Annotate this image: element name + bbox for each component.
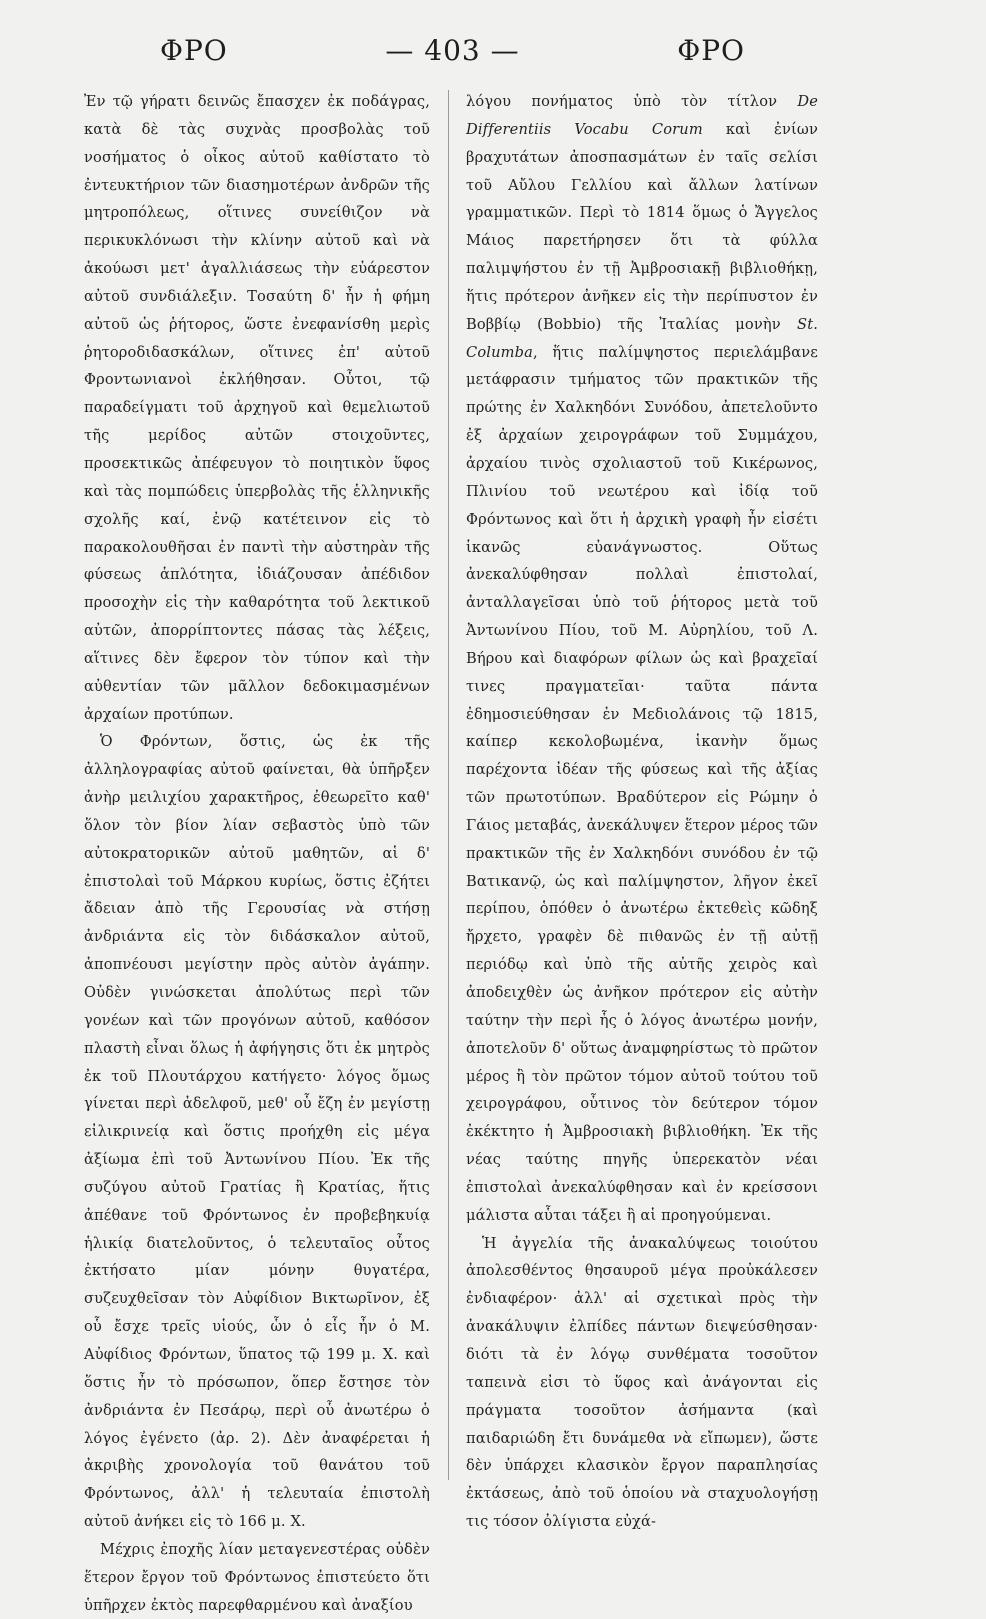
paragraph: Μέχρις ἐποχῆς λίαν μεταγενεστέρας οὐδὲν ἕτερον ἔργον τοῦ Φρόντωνος ἐπιστεύετο ὅτι ὑπῆρχεν ἐκτὸς παρεφθαρμένου καὶ ἀναξίου: [84, 1540, 430, 1614]
text-run: , ἥτις παλίμψηστος περιελάμβανε μετάφρασιν τμήματος τῶν πρακτικῶν τῆς πρώτης ἐν Χαλκηδόνι Συνόδου, ἀπετελοῦντο ἐξ ἀρχαίων χειρογράφων τοῦ Συμμάχου, ἀρχαίου τινὸς σχολιαστοῦ τοῦ Κικέρωνος, Πλινίου τοῦ νεωτέρου καὶ ἰδίᾳ τοῦ Φρόντωνος καὶ ὅτι ἡ ἀρχικὴ γραφὴ ἦν εἰσέτι ἱκανῶς εὐανάγνωστος. Οὕτως ἀνεκαλύφθησαν πολλαὶ ἐπιστολαί, ἀνταλλαγεῖσαι ὑπὸ τοῦ ῥήτορος μετὰ τοῦ Ἀντωνίνου Πίου, τοῦ Μ. Αὐρηλίου, τοῦ Λ. Βήρου καὶ διαφόρων φίλων ὡς καὶ βραχεῖαί τινες πραγματεῖαι· ταῦτα πάντα ἐδημοσιεύθησαν ἐν Μεδιολάνοις τῷ 1815, καίπερ κεκολοβωμένα, ἱκανὴν ὅμως παρέχοντα ἰδέαν τῆς φύσεως καὶ τῆς ἀξίας τῶν πρωτοτύπων. Βραδύτερον εἰς Ρώμην ὁ Γάιος μεταβάς, ἀνεκάλυψεν ἕτερον μέρος τῶν πρακτικῶν τῆς ἐν Χαλκηδόνι συνόδου ἐν τῷ Βατικανῷ, ὡς καὶ παλίμψηστον, λῆγον ἐκεῖ περίπου, ὁπόθεν ὁ ἀνωτέρω ἐκτεθεὶς κῶδηξ ἤρχετο, γραφὲν δὲ πιθανῶς ἐν τῇ αὐτῇ περιόδῳ καὶ ὑπὸ τῆς αὐτῆς χειρὸς καὶ ἀποδειχθὲν ὡς ἀνῆκον πρότερον εἰς αὐτὴν ταύτην τὴν περὶ ἧς ὁ λόγος ἀνωτέρω μονήν, ἀποτελοῦν δ' οὕτως ἀναμφηρίστως τὸ πρῶτον μέρος ἢ τὸν πρῶτον τόμον αὐτοῦ τούτου τοῦ χειρογράφου, οὗτινος τὸν δεύτερον τόμον ἐκέκτητο ἡ Ἀμβροσιακὴ βιβλιοθήκη. Ἐκ τῆς νέας ταύτης πηγῆς ὑπερεκατὸν νέαι ἐπιστολαὶ ἀνεκαλύφθησαν καὶ ἐν κρείσσονι μάλιστα αὗται τάξει ἢ αἱ προηγούμεναι.: [466, 343, 818, 1224]
page-number: — 403 —: [385, 33, 520, 67]
latin-title: De Differentiis Vocabu Corum: [466, 93, 818, 138]
text-run: λόγου πονήματος ὑπὸ τὸν τίτλον: [466, 93, 798, 110]
text-run: καὶ ἐνίων βραχυτάτων ἀποσπασμάτων ἐν ταῖς σελίσι τοῦ Αὔλου Γελλίου καὶ ἄλλων λατίνων γραμματικῶν. Περὶ τὸ 1814 ὅμως ὁ Ἄγγελος Μάιος παρετήρησεν ὅτι τὰ φύλλα παλιμψήστου ἐν τῇ Ἀμβροσιακῇ βιβλιοθήκῃ, ἥτις πρότερον ἀνῆκεν εἰς τὴν περίπυστον ἐν Βοββίῳ (Bobbio) τῆς Ἰταλίας μονὴν: [466, 120, 818, 333]
running-header: [160, 30, 745, 70]
header-right-keyword: ΦΡΟ: [677, 33, 745, 67]
left-column: [84, 88, 430, 1614]
right-column: [466, 88, 818, 1531]
paragraph: Ἡ ἀγγελία τῆς ἀνακαλύψεως τοιούτου ἀπολεσθέντος θησαυροῦ μέγα προὐκάλεσεν ἐνδιαφέρον· ἀλλ' αἱ σχετικαὶ πρὸς τὴν ἀνακάλυψιν ἐλπίδες πάντων διεψεύσθησαν· διότι τὰ ἐν λόγῳ συνθέματα τοσοῦτον ταπεινὰ εἰσι τὸ ὕφος καὶ ἀνάγονται εἰς πράγματα τοσοῦτον ἀσήμαντα (καὶ παιδαριώδη ἔτι δυνάμεθα νὰ εἴπωμεν), ὥστε δὲν ὑπάρχει κλασικὸν ἔργον παραπλησίας ἐκτάσεως, ἀπὸ τοῦ ὁποίου νὰ σταχυολογήσῃ τις τόσον ὀλίγιστα εὐχά-: [466, 1234, 818, 1531]
paragraph: [466, 88, 818, 1230]
paragraph: Ἐν τῷ γήρατι δεινῶς ἔπασχεν ἐκ ποδάγρας, κατὰ δὲ τὰς συχνὰς προσβολὰς τοῦ νοσήματος ὁ οἶκος αὐτοῦ καθίστατο τὸ ἐντευκτήριον τῶν διασημοτέρων ἀνδρῶν τῆς μητροπόλεως, οἵτινες συνείθιζον νὰ περικυκλόνωσι τὴν κλίνην αὐτοῦ καὶ νὰ ἀκούωσι μετ' ἀγαλλιάσεως τὴν εὐάρεστον αὐτοῦ συνδιάλεξιν. Τοσαύτη δ' ἦν ἡ φήμη αὐτοῦ ὡς ῥήτορος, ὥστε ἐνεφανίσθη μερὶς ῥητοροδιδασκάλων, οἵτινες ἐπ' αὐτοῦ Φροντωνιανοὶ ἐκλήθησαν. Οὗτοι, τῷ παραδείγματι τοῦ ἀρχηγοῦ καὶ θεμελιωτοῦ τῆς μερίδος αὐτῶν στοιχοῦντες, προσεκτικῶς ἀπέφευγον τὸ ποιητικὸν ὕφος καὶ τὰς πομπώδεις ὑπερβολὰς τῆς ἑλληνικῆς σχολῆς καί, ἐνῷ κατέτεινον εἰς τὸ παρακολουθῆσαι ἐν παντὶ τὴν αὐστηρὰν τῆς φύσεως ἁπλότητα, ἰδιάζουσαν ἀπέδιδον προσοχὴν εἰς τὴν καθαρότητα τοῦ λεκτικοῦ αὐτῶν, ἀπορρίπτοντες πάσας τὰς λέξεις, αἵτινες δὲν ἔφερον τὸν τύπον καὶ τὴν αὐθεντίαν τῶν μᾶλλον δεδοκιμασμένων ἀρχαίων προτύπων.: [84, 93, 430, 723]
header-left-keyword: ΦΡΟ: [160, 33, 228, 67]
latin-name: St. Columba: [466, 315, 818, 361]
column-divider: [448, 90, 449, 1480]
paragraph: Ὁ Φρόντων, ὅστις, ὡς ἐκ τῆς ἀλληλογραφίας αὐτοῦ φαίνεται, θὰ ὑπῆρξεν ἀνὴρ μειλιχίου χαρακτῆρος, ἐθεωρεῖτο καθ' ὅλον τὸν βίον λίαν σεβαστὸς ὑπὸ τῶν αὐτοκρατορικῶν αὐτοῦ μαθητῶν, αἱ δ' ἐπιστολαὶ τοῦ Μάρκου κυρίως, ὅστις ἐζήτει ἄδειαν ἀπὸ τῆς Γερουσίας νὰ στήσῃ ἀνδριάντα εἰς τὸν διδάσκαλον αὐτοῦ, ἀποπνέουσι μεγίστην πρὸς αὐτὸν ἀγάπην. Οὐδὲν γινώσκεται ἀπολύτως περὶ τῶν γονέων καὶ τῶν προγόνων αὐτοῦ, καθόσον πλαστὴ εἶναι ὅλως ἡ ἀφήγησις ὅτι ἐκ μητρὸς ἐκ τοῦ Πλουτάρχου κατήγετο· λόγος ὅμως γίνεται περὶ ἀδελφοῦ, μεθ' οὗ ἔζη ἐν μεγίστῃ εἰλικρινείᾳ καὶ ὅστις προήχθη εἰς μέγα ἀξίωμα ἐπὶ τοῦ Ἀντωνίνου Πίου. Ἐκ τῆς συζύγου αὐτοῦ Γρατίας ἢ Κρατίας, ἥτις ἀπέθανε τοῦ Φρόντωνος ἐν προβεβηκυίᾳ ἡλικίᾳ διατελοῦντος, ὁ τελευταῖος οὗτος ἐκτήσατο μίαν μόνην θυγατέρα, συζευχθεῖσαν τὸν Αὐφίδιον Βικτωρῖνον, ἐξ οὗ ἔσχε τρεῖς υἱούς, ὧν ὁ εἷς ἦν ὁ Μ. Αὐφίδιος Φρόντων, ὕπατος τῷ 199 μ. Χ. καὶ ὅστις ἦν τὸ πρόσωπον, ὅπερ ἔστησε τὸν ἀνδριάντα ἐν Πεσάρῳ, περὶ οὗ ἀνωτέρω ὁ λόγος ἐγένετο (ἀρ. 2). Δὲν ἀναφέρεται ἡ ἀκριβὴς χρονολογία τοῦ θανάτου τοῦ Φρόντωνος, ἀλλ' ἡ τελευταία ἐπιστολὴ αὐτοῦ ἀνήκει εἰς τὸ 166 μ. Χ.: [84, 733, 430, 1531]
